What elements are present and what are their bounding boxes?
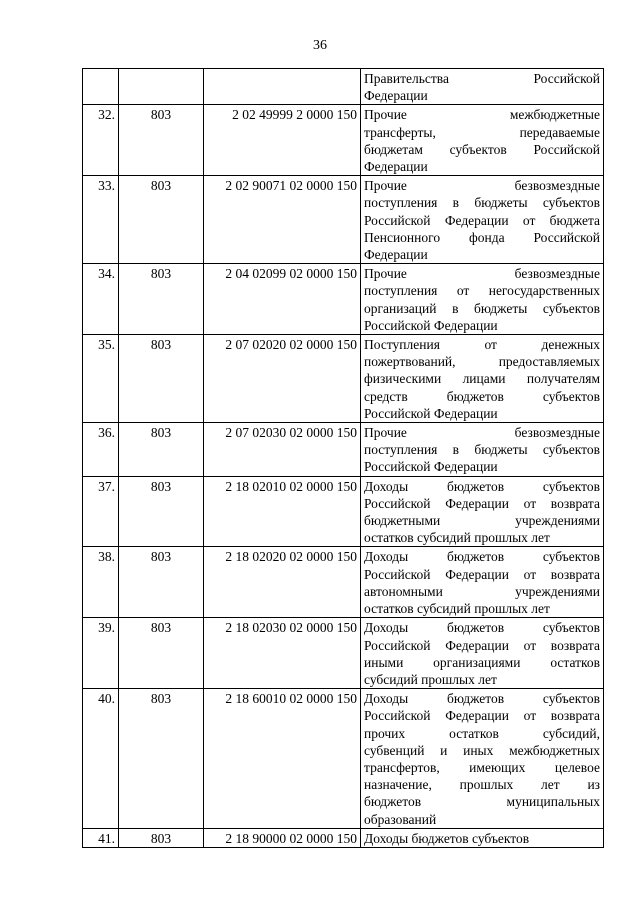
- description-line: поступления в бюджеты субъектов: [364, 442, 600, 458]
- table-body: [83, 69, 604, 848]
- description-line: бюджетными учреждениями: [364, 513, 600, 529]
- description-line: субвенций и иных межбюджетных: [364, 742, 600, 758]
- revenue-description-cell: [361, 476, 604, 547]
- table-row: [83, 689, 604, 829]
- admin-code-cell: 803: [119, 689, 204, 829]
- revenue-description-cell: [361, 105, 604, 176]
- budget-code-table: [82, 68, 604, 848]
- description-line: остатков субсидий прошлых лет: [364, 601, 550, 617]
- budget-classification-code-cell: 2 18 02030 02 0000 150: [204, 618, 361, 689]
- description-line: образований: [364, 811, 437, 827]
- table-row: [83, 423, 604, 477]
- admin-code-cell: [119, 69, 204, 105]
- description-line: трансфертов, имеющих целевое: [364, 759, 600, 775]
- row-number-cell: 41.: [83, 828, 119, 847]
- admin-code-cell: 803: [119, 476, 204, 547]
- row-number-cell: 33.: [83, 176, 119, 264]
- description-line: трансферты, передаваемые: [364, 124, 600, 140]
- budget-classification-code-cell: 2 02 90071 02 0000 150: [204, 176, 361, 264]
- description-line: Доходы бюджетов субъектов: [364, 830, 530, 846]
- budget-classification-code-cell: 2 18 60010 02 0000 150: [204, 689, 361, 829]
- revenue-description-cell: [361, 423, 604, 477]
- row-number-cell: 40.: [83, 689, 119, 829]
- description-line: пожертвований, предоставляемых: [364, 354, 600, 370]
- table-row: [83, 828, 604, 847]
- table-row: [83, 476, 604, 547]
- description-line: Прочие безвозмездные: [364, 178, 600, 194]
- revenue-description-cell: [361, 618, 604, 689]
- revenue-description-cell: [361, 69, 604, 105]
- description-line: Прочие безвозмездные: [364, 425, 600, 441]
- budget-classification-code-cell: 2 07 02030 02 0000 150: [204, 423, 361, 477]
- row-number-cell: 35.: [83, 335, 119, 423]
- description-line: поступления в бюджеты субъектов: [364, 195, 600, 211]
- table-row: [83, 335, 604, 423]
- description-line: Доходы бюджетов субъектов: [364, 549, 600, 565]
- revenue-description-cell: [361, 689, 604, 829]
- budget-classification-code-cell: 2 02 49999 2 0000 150: [204, 105, 361, 176]
- admin-code-cell: 803: [119, 264, 204, 335]
- table-row: [83, 105, 604, 176]
- admin-code-cell: 803: [119, 335, 204, 423]
- row-number-cell: 32.: [83, 105, 119, 176]
- row-number-cell: 38.: [83, 547, 119, 618]
- row-number-cell: 34.: [83, 264, 119, 335]
- description-line: бюджетов муниципальных: [364, 794, 600, 810]
- table-row: [83, 264, 604, 335]
- budget-classification-code-cell: 2 18 90000 02 0000 150: [204, 828, 361, 847]
- description-line: средств бюджетов субъектов: [364, 388, 600, 404]
- description-line: Доходы бюджетов субъектов: [364, 620, 600, 636]
- description-line: поступления от негосударственных: [364, 283, 600, 299]
- budget-classification-code-cell: 2 04 02099 02 0000 150: [204, 264, 361, 335]
- revenue-description-cell: [361, 547, 604, 618]
- description-line: Поступления от денежных: [364, 337, 600, 353]
- description-line: иными организациями остатков: [364, 654, 600, 670]
- description-line: Российской Федерации от возврата: [364, 495, 600, 511]
- admin-code-cell: 803: [119, 423, 204, 477]
- description-line: прочих остатков субсидий,: [364, 725, 600, 741]
- description-line: остатков субсидий прошлых лет: [364, 530, 550, 546]
- description-line: Российской Федерации: [364, 405, 498, 421]
- description-line: Прочие межбюджетные: [364, 107, 600, 123]
- table-row: [83, 618, 604, 689]
- description-line: Федерации: [364, 159, 428, 175]
- table-row: [83, 69, 604, 105]
- description-line: Прочие безвозмездные: [364, 266, 600, 282]
- description-line: Пенсионного фонда Российской: [364, 229, 600, 245]
- admin-code-cell: 803: [119, 105, 204, 176]
- description-line: Российской Федерации от бюджета: [364, 212, 600, 228]
- revenue-description-cell: [361, 176, 604, 264]
- row-number-cell: 39.: [83, 618, 119, 689]
- admin-code-cell: 803: [119, 547, 204, 618]
- revenue-description-cell: [361, 335, 604, 423]
- description-line: бюджетам субъектов Российской: [364, 141, 600, 157]
- description-line: Российской Федерации: [364, 317, 498, 333]
- table-row: [83, 176, 604, 264]
- row-number-cell: 37.: [83, 476, 119, 547]
- description-line: автономными учреждениями: [364, 583, 600, 599]
- budget-classification-code-cell: 2 07 02020 02 0000 150: [204, 335, 361, 423]
- description-line: Правительства Российской: [364, 71, 600, 86]
- admin-code-cell: 803: [119, 618, 204, 689]
- description-line: Доходы бюджетов субъектов: [364, 691, 600, 707]
- description-line: субсидий прошлых лет: [364, 671, 497, 687]
- description-line: организаций в бюджеты субъектов: [364, 300, 600, 316]
- description-line: физическими лицами получателям: [364, 371, 600, 387]
- row-number-cell: 36.: [83, 423, 119, 477]
- description-line: Федерации: [364, 88, 428, 104]
- description-line: Доходы бюджетов субъектов: [364, 478, 600, 494]
- description-line: Российской Федерации от возврата: [364, 708, 600, 724]
- description-line: назначение, прошлых лет из: [364, 777, 600, 793]
- row-number-cell: [83, 69, 119, 105]
- table-row: [83, 547, 604, 618]
- budget-classification-code-cell: 2 18 02010 02 0000 150: [204, 476, 361, 547]
- admin-code-cell: 803: [119, 176, 204, 264]
- description-line: Российской Федерации от возврата: [364, 566, 600, 582]
- page-number: 36: [313, 38, 327, 53]
- revenue-description-cell: [361, 264, 604, 335]
- budget-classification-code-cell: [204, 69, 361, 105]
- description-line: Российской Федерации от возврата: [364, 637, 600, 653]
- revenue-description-cell: [361, 828, 604, 847]
- description-line: Федерации: [364, 247, 428, 263]
- admin-code-cell: 803: [119, 828, 204, 847]
- budget-classification-code-cell: 2 18 02020 02 0000 150: [204, 547, 361, 618]
- description-line: Российской Федерации: [364, 459, 498, 475]
